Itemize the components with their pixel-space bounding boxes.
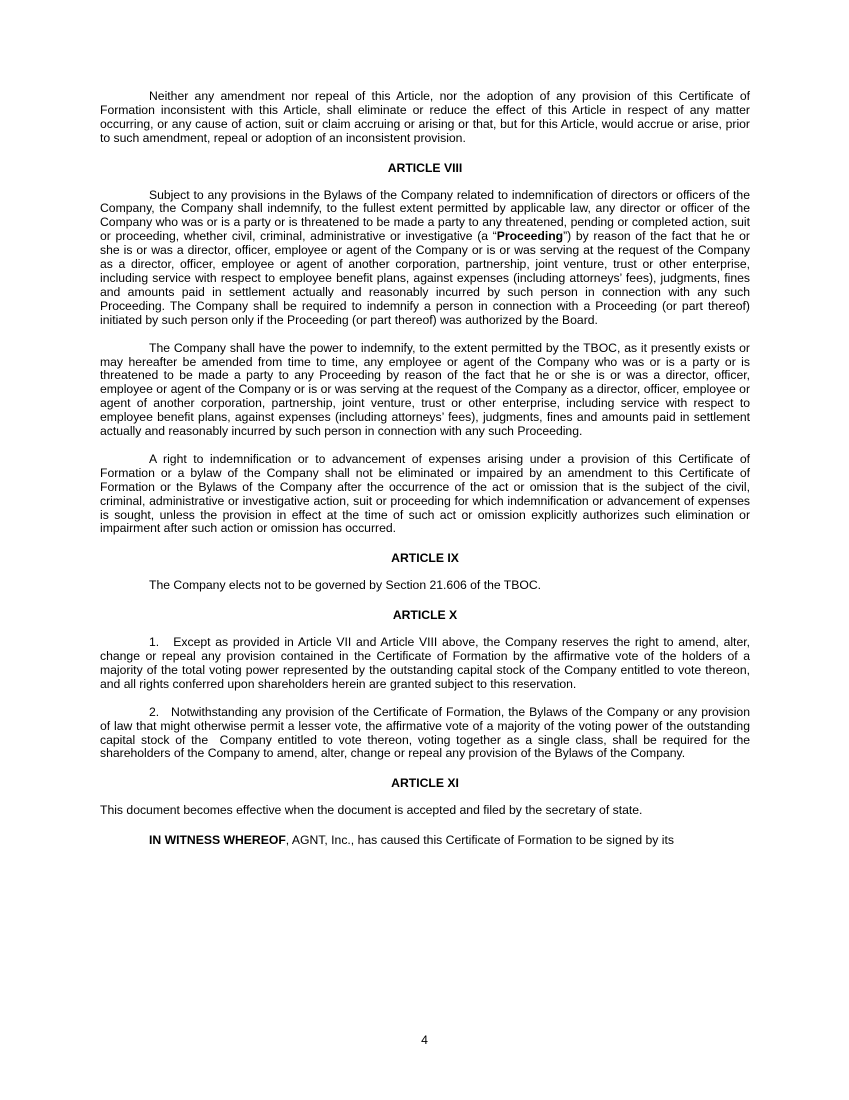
article-viii-p1-text-b: ”) by reason of the fact that he or she is or was a director, officer, employee or agent of the Company or is or was serving at the request of the Company as a director, officer, employee or agent of another corporation, partnership, joint venture, trust or other enterprise, including service with respect to employee benefit plans, against expenses (including attorneys’ fees), judgments, fines and amounts paid in settlement actually and reasonably incurred by such person in connection with any such Proceeding. The Company shall be required to indemnify a person in connection with a Proceeding (or part thereof) initiated by such person only if the Proceeding (or part thereof) was authorized by the Board. — [100, 229, 750, 327]
page-number: 4 — [421, 1033, 428, 1047]
article-ix-heading: ARTICLE IX — [391, 551, 459, 566]
article-xi-heading: ARTICLE XI — [391, 776, 459, 791]
witness-bold-phrase: IN WITNESS WHEREOF — [149, 833, 286, 848]
article-viii-paragraph-3: A right to indemnification or to advancement of expenses arising under a provision of this Certificate of Formation or a bylaw of the Company shall not be eliminated or impaired by an amendment to this Certificate of Formation or the Bylaws of the Company after the occurrence of the act or omission that is the subject of the civil, criminal, administrative or investigative action, suit or proceeding for which indemnification or advancement of expenses is sought, unless the provision in effect at the time of such act or omission explicitly authorizes such elimination or impairment after such action or omission has occurred. — [100, 451, 750, 536]
article-viii-p1-text-a: Subject to any provisions in the Bylaws of the Company related to indemnification of directors or officers of the Company, the Company shall indemnify, to the fullest extent permitted by applicable law, any director or officer of the Company who was or is a party or is threatened to be made a party to any threatened, pending or completed action, suit or proceeding, whether civil, criminal, administrative or investigative (a “ — [100, 187, 750, 244]
proceeding-defined-term: Proceeding — [496, 229, 564, 244]
witness-text: , AGNT, Inc., has caused this Certificate of Formation to be signed by its — [285, 833, 674, 848]
article-viii-paragraph-2: The Company shall have the power to indemnify, to the extent permitted by the TBOC, as it presently exists or may hereafter be amended from time to time, any employee or agent of the Company who was or is a party or is threatened to be made a party to any Proceeding by reason of the fact that he or she is or was a director, officer, employee or agent of the Company or is or was serving at the request of the Company as a director, officer, employee or agent of another corporation, partnership, joint venture, trust or other enterprise, including service with respect to employee benefit plans, against expenses (including attorneys’ fees), judgments, fines and amounts paid in settlement actually and reasonably incurred by such person in connection with any such Proceeding. — [100, 340, 750, 439]
article-xi-paragraph-1: This document becomes effective when the document is accepted and filed by the secretary of state. — [100, 803, 643, 818]
article-viii-heading: ARTICLE VIII — [387, 160, 463, 175]
article-x-paragraph-2: 2. Notwithstanding any provision of the Certificate of Formation, the Bylaws of the Company or any provision of law that might otherwise permit a lesser vote, the affirmative vote of a majority of the voting power of the outstanding capital stock of the Company entitled to vote thereon, voting together as a single class, shall be required for the shareholders of the Company to amend, alter, change or repeal any provision of the Bylaws of the Company. — [100, 704, 754, 761]
article-x-heading: ARTICLE X — [392, 608, 458, 623]
witness-paragraph — [100, 834, 750, 848]
document-body — [100, 89, 754, 848]
article-viii-paragraph-1 — [100, 189, 750, 328]
article-ix-paragraph-1: The Company elects not to be governed by Section 21.606 of the TBOC. — [149, 578, 542, 593]
article-x-paragraph-1: 1. Except as provided in Article VII and Article VIII above, the Company reserves the right to amend, alter, change or repeal any provision contained in the Certificate of Formation by the affirmative vote of the holders of a majority of the total voting power represented by the outstanding capital stock of the Company entitled to vote thereon, and all rights conferred upon shareholders herein are granted subject to this reservation. — [100, 635, 754, 691]
paragraph-carryover: Neither any amendment nor repeal of this Article, nor the adoption of any provision of this Certificate of Formation inconsistent with this Article, shall eliminate or reduce the effect of this Article in respect of any matter occurring, or any cause of action, suit or claim accruing or arising or that, but for this Article, would accrue or arise, prior to such amendment, repeal or adoption of an inconsistent provision. — [100, 89, 750, 145]
